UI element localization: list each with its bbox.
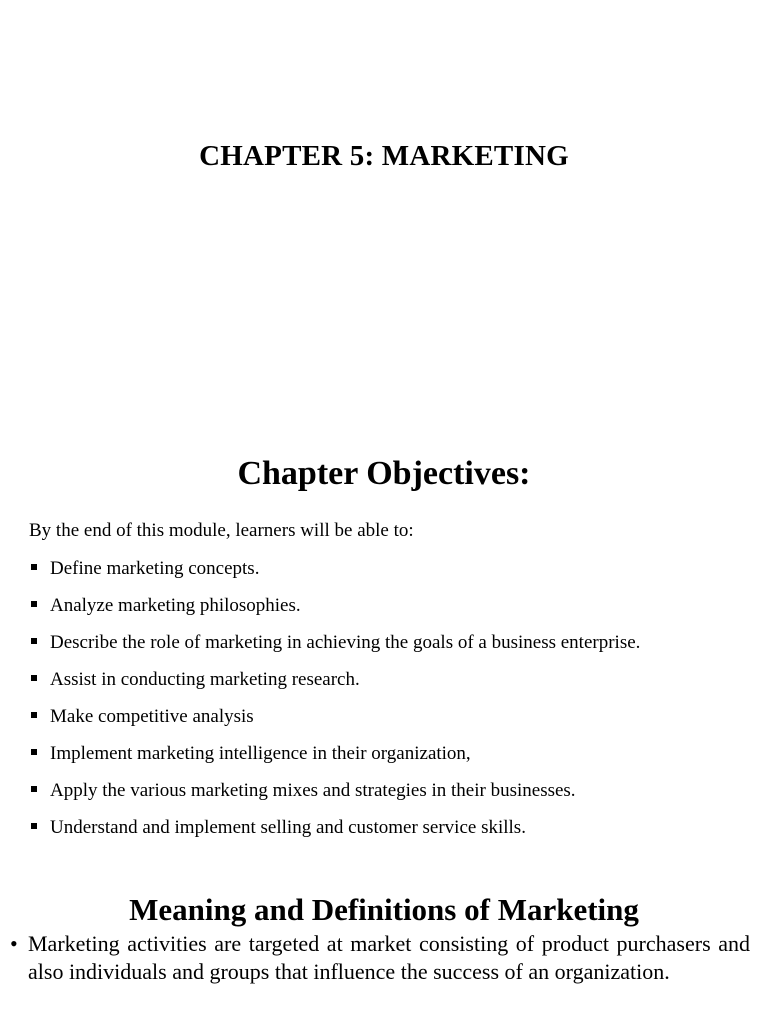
square-bullet-icon [31, 601, 37, 607]
square-bullet-icon [31, 786, 37, 792]
objective-text: Make competitive analysis [50, 706, 254, 727]
objective-item [29, 779, 640, 816]
objective-item [29, 557, 640, 594]
meaning-paragraph [10, 930, 750, 985]
objective-text: Assist in conducting marketing research. [50, 669, 360, 690]
square-bullet-icon [31, 823, 37, 829]
objective-text: Implement marketing intelligence in their organization, [50, 743, 471, 764]
objective-item [29, 816, 640, 853]
objectives-heading: Chapter Objectives: [237, 455, 531, 492]
objective-item [29, 705, 640, 742]
meaning-paragraph-text: Marketing activities are targeted at market consisting of product purchasers and also individuals and groups that influence the success of an organization. [28, 931, 750, 984]
objective-text: Describe the role of marketing in achieving the goals of a business enterprise. [50, 632, 641, 653]
objective-item [29, 742, 640, 779]
square-bullet-icon [31, 675, 37, 681]
objectives-intro: By the end of this module, learners will be able to: [29, 520, 414, 541]
objective-text: Apply the various marketing mixes and strategies in their businesses. [50, 780, 576, 801]
meaning-heading: Meaning and Definitions of Marketing [129, 892, 639, 927]
square-bullet-icon [31, 638, 37, 644]
objective-text: Define marketing concepts. [50, 558, 260, 579]
square-bullet-icon [31, 712, 37, 718]
square-bullet-icon [31, 564, 37, 570]
objective-text: Understand and implement selling and customer service skills. [50, 817, 526, 838]
round-bullet-icon: • [10, 931, 18, 956]
objectives-list [29, 557, 640, 853]
square-bullet-icon [31, 749, 37, 755]
objective-item [29, 668, 640, 705]
chapter-title: CHAPTER 5: MARKETING [199, 140, 569, 172]
objective-item [29, 594, 640, 631]
meaning-list [10, 930, 750, 985]
objective-item [29, 631, 640, 668]
objective-text: Analyze marketing philosophies. [50, 595, 301, 616]
